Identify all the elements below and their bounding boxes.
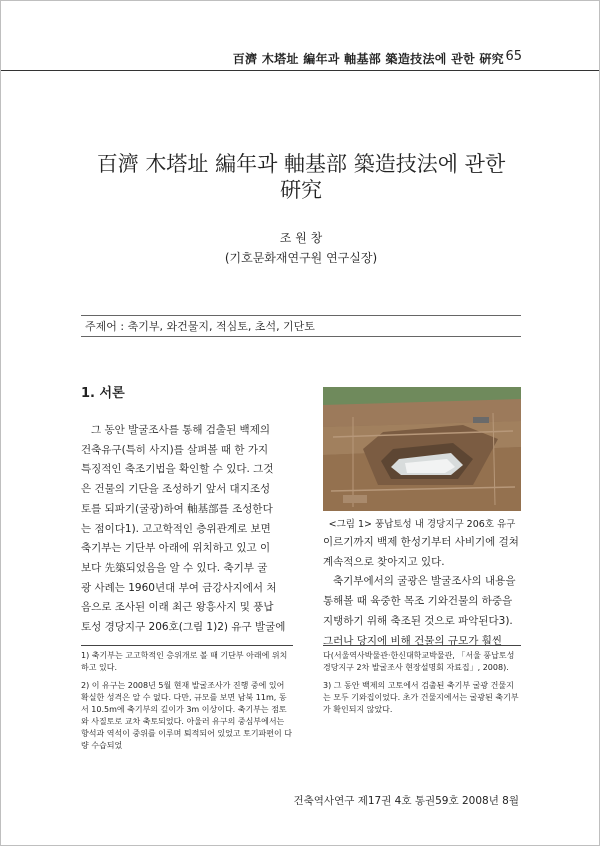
body-line: 이르기까지 백제 한성기부터 사비기에 걸쳐: [323, 536, 519, 548]
body-line: 음으로 조사된 이래 최근 왕흥사지 및 풍납: [81, 601, 274, 614]
section-heading: 1. 서론: [81, 386, 125, 401]
footnote: 다(서울역사박물관·한신대학교박물관, 「서울 풍납토성 경당지구 2차 발굴조사 현장설명회 자료집」, 2008).: [323, 651, 515, 672]
body-line: 보다 先築되었음을 알 수 있다. 축기부 굴: [81, 561, 268, 574]
article-title-line-2: 硏究: [280, 178, 322, 202]
excavation-photo: [323, 387, 521, 511]
body-line: 는 점이다1). 고고학적인 층위관계로 보면: [81, 522, 271, 535]
body-line: 특징적인 축조기법을 확인할 수 있다. 그것: [81, 463, 274, 476]
author-affiliation: (기호문화재연구원 연구실장): [224, 251, 378, 265]
running-title: 百濟 木塔址 編年과 軸基部 築造技法에 관한 硏究: [232, 52, 504, 66]
body-line: 건축유구(특히 사지)를 살펴볼 때 한 가지: [81, 443, 269, 456]
article-title-line-1: 百濟 木塔址 編年과 軸基部 築造技法에 관한: [96, 152, 506, 176]
body-line: 그러나 당지에 비해 건물의 규모가 훨씬: [323, 634, 502, 647]
footnote: 2) 이 유구는 2008년 5월 현재 발굴조사가 진행 중에 있어 확실한 성격은 알 수 없다. 다만, 규모를 보면 남북 11m, 동서 10.5m에 축기부의 깊이가 3m 이상이다. 축기부는 점토와 사질토로 교차 축토되었다. 아울러 유구의 중심부에서는 향석과 역석이 중위를 이루며 퇴적되어 있었고 토기파편이 다량 수습되었: [81, 681, 292, 750]
page-number: 65: [505, 49, 522, 64]
journal-info: 건축역사연구 제17권 4호 통권59호 2008년 8월: [293, 795, 519, 807]
body-line: 계속적으로 찾아지고 있다.: [323, 555, 445, 568]
body-line: 축기부는 기단부 아래에 위치하고 있고 이: [81, 542, 271, 555]
body-line: 축기부에서의 굴광은 발굴조사의 내용을: [323, 575, 516, 588]
footnote: 3) 그 동안 백제의 고토에서 검출된 축기부 굴광 건물지는 모두 기와집이었다. 초가 건물지에서는 굴광된 축기부가 확인되지 않았다.: [323, 681, 519, 714]
keywords-box: 주제어 : 축기부, 와건물지, 적심토, 초석, 기단토: [81, 315, 521, 337]
body-line: 광 사례는 1960년대 부여 금강사지에서 처: [81, 581, 277, 594]
footnotes-right: [323, 645, 521, 722]
body-column-right: [323, 533, 521, 651]
body-line: 토를 되파기(굴광)하여 軸基部를 조성한다: [81, 502, 273, 515]
author-name: 조 원 창: [279, 231, 323, 245]
body-line: 지탱하기 위해 축조된 것으로 파악된다3).: [323, 614, 513, 627]
body-line: 그 동안 발굴조사를 통해 검출된 백제의: [81, 424, 270, 436]
figure-caption: <그림 1> 풍납토성 내 경당지구 206호 유구: [328, 519, 516, 530]
footnotes-left: [81, 645, 293, 758]
footnote: 1) 축기부는 고고학적인 층위개로 볼 때 기단부 아래에 위치하고 있다.: [81, 651, 288, 672]
running-header: [1, 48, 599, 71]
excavation-photo-illustration: [323, 387, 521, 511]
body-line: 통해볼 때 육중한 목조 기와건물의 하중을: [323, 595, 513, 608]
body-column-left: [81, 421, 291, 638]
article-title: [81, 151, 521, 203]
body-line: 은 건물의 기단을 조성하기 앞서 대지조성: [81, 483, 271, 496]
body-line: 토성 경당지구 206호(그림 1)2) 유구 발굴에: [81, 621, 286, 634]
